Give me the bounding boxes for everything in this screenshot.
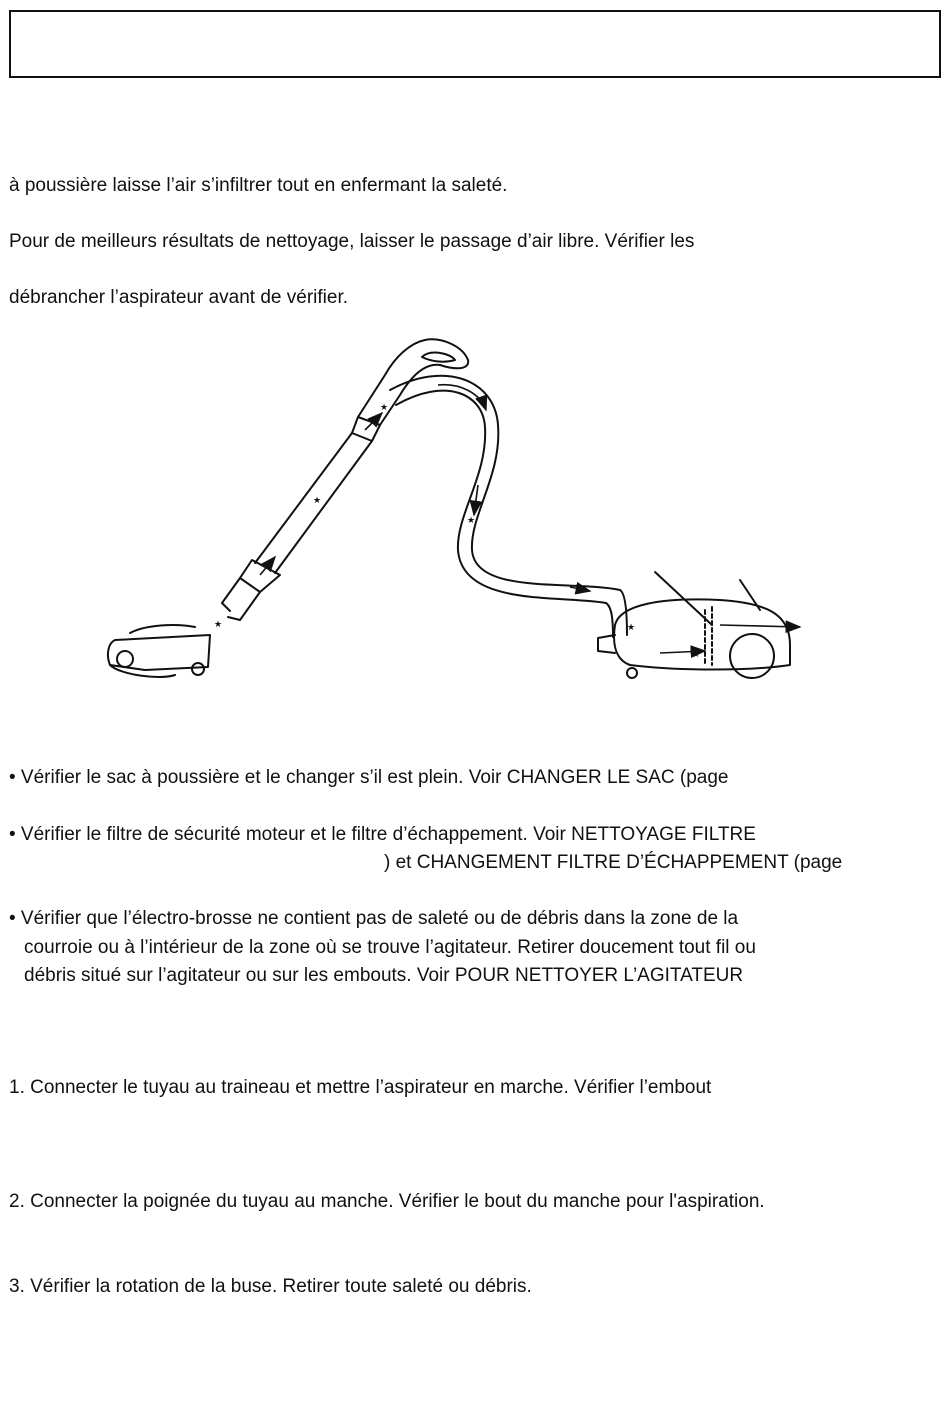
bullet-check-brush-line-3: débris situé sur l’agitateur ou sur les embouts. Voir POUR NETTOYER L’AGITATEUR xyxy=(24,965,744,986)
step-1: 1. Connecter le tuyau au traineau et mettre l’aspirateur en marche. Vérifier l’embout xyxy=(9,1077,712,1098)
vacuum-airflow-illustration xyxy=(100,335,810,690)
intro-line-1: à poussière laisse l’air s’infiltrer tout en enfermant la saleté. xyxy=(9,175,508,196)
handle-grip xyxy=(358,339,468,425)
hose-inner xyxy=(396,391,613,637)
canister-body xyxy=(614,599,790,669)
header-box xyxy=(9,10,941,78)
svg-text:★: ★ xyxy=(467,516,476,526)
svg-text:★: ★ xyxy=(380,403,389,413)
svg-text:★: ★ xyxy=(214,620,223,630)
bullet-check-filters-line-1: • Vérifier le filtre de sécurité moteur et le filtre d’échappement. Voir NETTOYAGE FILTRE xyxy=(9,824,756,845)
step-3: 3. Vérifier la rotation de la buse. Retirer toute saleté ou débris. xyxy=(9,1276,532,1297)
svg-text:★: ★ xyxy=(627,623,636,633)
svg-text:★: ★ xyxy=(313,496,322,506)
svg-text:★: ★ xyxy=(692,650,701,660)
hose-outer xyxy=(390,376,627,635)
intro-line-3: débrancher l’aspirateur avant de vérifier. xyxy=(9,287,349,308)
bullet-check-filters-line-2: ) et CHANGEMENT FILTRE D’ÉCHAPPEMENT (page xyxy=(384,852,843,873)
step-2: 2. Connecter la poignée du tuyau au manche. Vérifier le bout du manche pour l'aspiration. xyxy=(9,1191,765,1212)
rear-wheel xyxy=(730,634,774,678)
bullet-check-brush-line-2: courroie ou à l’intérieur de la zone où se trouve l’agitateur. Retirer doucement tout fil ou xyxy=(24,937,756,958)
bullet-check-bag: • Vérifier le sac à poussière et le changer s’il est plein. Voir CHANGER LE SAC (page xyxy=(9,767,729,788)
intro-line-2: Pour de meilleurs résultats de nettoyage, laisser le passage d’air libre. Vérifier les xyxy=(9,231,695,252)
bullet-check-brush-line-1: • Vérifier que l’électro-brosse ne contient pas de saleté ou de débris dans la zone de la xyxy=(9,908,739,929)
